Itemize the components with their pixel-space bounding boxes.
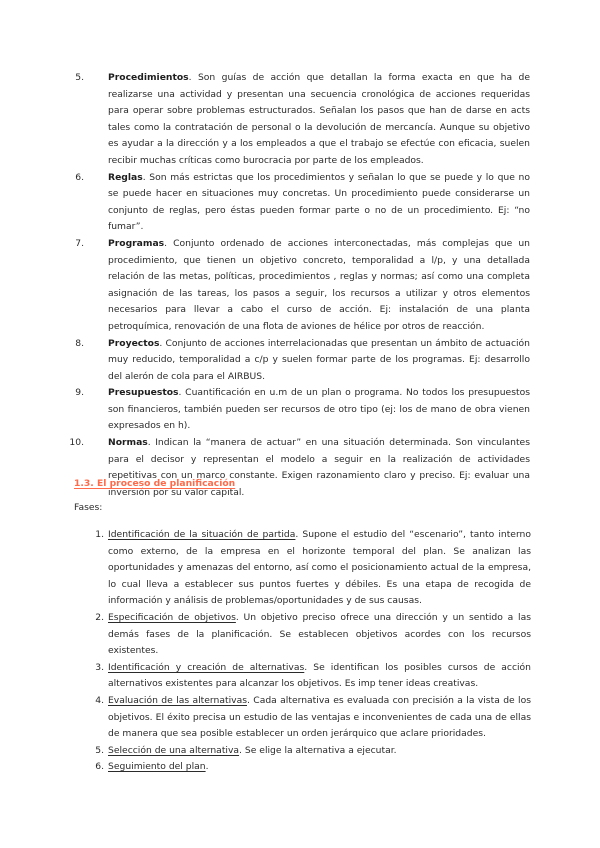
item-number: 7.	[75, 237, 84, 249]
item-text: . Conjunto de acciones interrelacionadas que presentan un ámbito de actuación muy reducido, temporalidad a c/p y suelen formar parte de los programas. Ej: desarrollo del alerón de cola para el AIRBUS.	[108, 337, 530, 382]
list-item	[75, 170, 530, 236]
item-number: 10.	[69, 437, 84, 449]
item-term: Procedimientos	[108, 72, 189, 83]
item-number: 1.	[95, 529, 104, 540]
item-term: Reglas	[108, 171, 143, 183]
item-number: 5.	[95, 744, 104, 756]
list-item	[69, 435, 530, 501]
item-text: . Indican la “manera de actuar” en una situación determinada. Son vinculantes para el decisor y representan el modelo a seguir en la realización de actividades repetitivas con un marco constante. Exigen razonamiento claro y preciso. Ej: evaluar una inversión por su valor capital.	[108, 437, 530, 498]
item-text: . Supone el estudio del “escenario”, tanto interno como externo, de la empresa en el horizonte temporal del plan. Se analizan las oportunidades y amenazas del entorno, así como el posicionamiento actual de la empresa, lo cual lleva a establecer sus puntos fuertes y débiles. Es una etapa de recogida de información y análisis de problemas/oportunidades y de sus causas.	[108, 529, 532, 607]
item-text: . Cada alternativa es evaluada con precisión a la vista de los objetivos. El éxito precisa un estudio de las ventajas e inconvenientes de cada una de ellas de manera que sea posible establecer un orden jerárquico que aclare prioridades.	[108, 694, 532, 740]
item-term: Normas	[108, 437, 148, 449]
item-text: . Conjunto ordenado de acciones interconectadas, más complejas que un procedimiento, que tienen un objetivo concreto, temporalidad a l/p, y una detallada relación de las metas, políticas, procedimientos , reglas y normas; así como una completa asignación de las tareas, los pasos a seguir, los recursos a utilizar y otros elementos necesarios para llevar a cabo el curso de acción. Ej: instalación de una planta petroquímica, renovación de una flota de aviones de hélice por otros de reacción.	[108, 237, 530, 332]
list-item	[95, 610, 531, 660]
item-number: 2.	[95, 611, 104, 623]
item-text: . Son más estrictas que los procedimientos y señalan lo que se puede y lo que no se puede hacer en situaciones muy concretas. Un procedimiento puede considerarse un conjunto de reglas, pero éstas pueden formar parte o no de un procedimiento. Ej: “no fumar”.	[108, 171, 530, 233]
definitions-list	[69, 70, 530, 501]
list-item	[95, 660, 532, 693]
item-text: . Son guías de acción que detallan la forma exacta en que ha de realizarse una actividad y presentan una secuencia cronológica de acciones requeridas para operar sobre problemas estructurados. Señalan los pasos que han de darse en acts tales como la contratación de personal o la devolución de mercancía. Aunque su objetivo es ayudar a la dirección y a los empleados a que el trabajo se efectúe con eficacia, suelen recibir muchas críticas como burocracia por parte de los empleados.	[108, 72, 530, 166]
item-number: 9.	[75, 387, 84, 399]
list-item	[95, 693, 532, 743]
item-number: 4.	[95, 694, 104, 706]
item-text: . Se elige la alternativa a ejecutar.	[239, 744, 397, 756]
item-number: 3.	[95, 661, 104, 673]
item-term: Especificación de objetivos	[108, 611, 236, 623]
section-heading: 1.3. El proceso de planificación	[74, 478, 236, 489]
item-term: Seguimiento del plan	[108, 761, 206, 773]
item-term: Identificación y creación de alternativas	[108, 661, 305, 673]
list-item	[75, 385, 530, 435]
list-item	[75, 336, 530, 386]
item-number: 8.	[75, 337, 84, 349]
phases-list	[95, 527, 532, 776]
item-number: 6.	[75, 171, 84, 183]
list-item	[95, 743, 531, 760]
item-number: 6.	[95, 761, 104, 773]
item-term: Proyectos	[108, 337, 160, 349]
list-item	[75, 70, 530, 170]
list-item	[95, 759, 531, 776]
item-number: 5.	[75, 72, 84, 83]
list-item	[75, 236, 530, 336]
item-text: . Se identifican los posibles cursos de acción alternativos existentes para alcanzar los objetivos. Es imp tener ideas creativas.	[108, 661, 532, 690]
fases-label: Fases:	[74, 502, 103, 513]
item-term: Programas	[108, 237, 165, 249]
item-text: . Cuantificación en u.m de un plan o programa. No todos los presupuestos son financieros, también pueden ser recursos de otro tipo (ej: los de mano de obra vienen expresados en h).	[108, 387, 530, 432]
item-term: Evaluación de las alternativas	[108, 694, 247, 706]
list-item	[95, 527, 532, 610]
item-term: Presupuestos	[108, 387, 179, 399]
item-text: .	[205, 761, 209, 773]
item-term: Selección de una alternativa	[108, 744, 240, 756]
item-text: . Un objetivo preciso ofrece una dirección y un sentido a las demás fases de la planificación. Se establecen objetivos acordes con los recursos existentes.	[108, 611, 531, 657]
item-term: Identificación de la situación de partida	[108, 529, 296, 540]
